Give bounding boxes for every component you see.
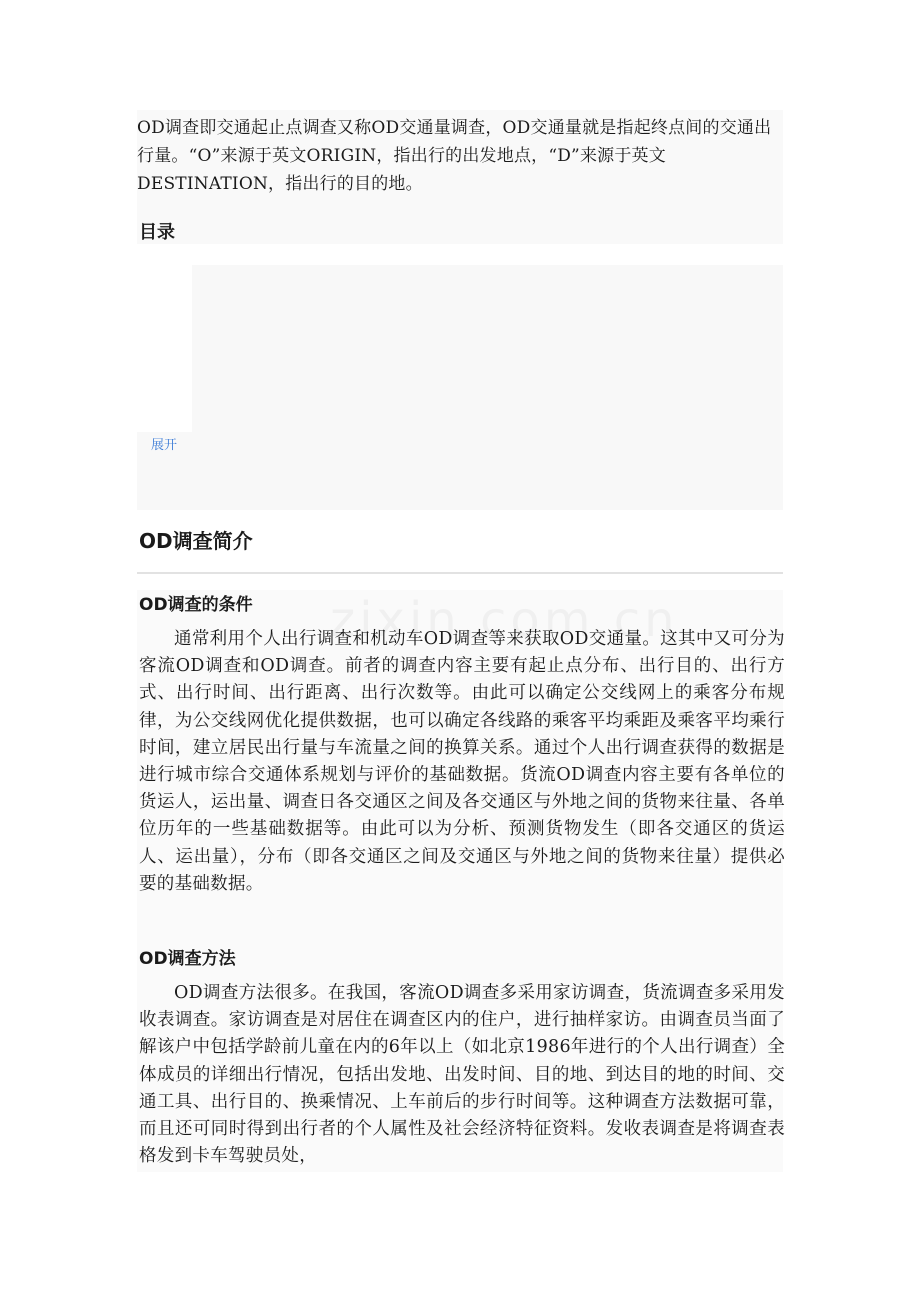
conditions-paragraph: 通常利用个人出行调查和机动车OD调查等来获取OD交通量。这其中又可分为客流OD调查和OD调查。前者的调查内容主要有起止点分布、出行目的、出行方式、出行时间、出行距离、出行次数等。由此可以确定公交线网上的乘客分布规律，为公交线网优化提供数据，也可以确定各线路的乘客平均乘距及乘客平均乘行时间，建立居民出行量与车流量之间的换算关系。通过个人出行调查获得的数据是进行城市综合交通体系规划与评价的基础数据。货流OD调查内容主要有各单位的货运人，运出量、调查日各交通区之间及各交通区与外地之间的货物来往量、各单位历年的一些基础数据等。由此可以为分析、预测货物发生（即各交通区的货运人、运出量），分布（即各交通区之间及交通区与外地之间的货物来往量）提供必要的基础数据。 (139, 629, 785, 894)
toc-title: 目录 (139, 222, 175, 243)
section-title: OD调查简介 (139, 529, 253, 553)
methods-heading: OD调查方法 (139, 949, 236, 969)
toc-panel (137, 432, 783, 510)
toc-content-box (192, 265, 783, 433)
methods-paragraph: OD调查方法很多。在我国，客流OD调查多采用家访调查，货流调查多采用发收表调查。家访调查是对居住在调查区内的住户，进行抽样家访。由调查员当面了解该户中包括学龄前儿童在内的6年以上（如北京1986年进行的个人出行调查）全体成员的详细出行情况，包括出发地、出发时间、目的地、到达目的地的时间、交通工具、出行目的、换乘情况、上车前后的步行时间等。这种调查方法数据可靠，而且还可同时得到出行者的个人属性及社会经济特征资料。发收表调查是将调查表格发到卡车驾驶员处， (139, 983, 785, 1167)
toc-expand-link[interactable]: 展开 (151, 437, 178, 452)
section-divider (137, 572, 783, 574)
intro-paragraph: OD调查即交通起止点调查又称OD交通量调查，OD交通量就是指起终点间的交通出行量。“O”来源于英文ORIGIN，指出行的出发地点，“D”来源于英文DESTINATION，指出行的目的地。 (137, 118, 772, 194)
conditions-heading: OD调查的条件 (139, 595, 253, 615)
